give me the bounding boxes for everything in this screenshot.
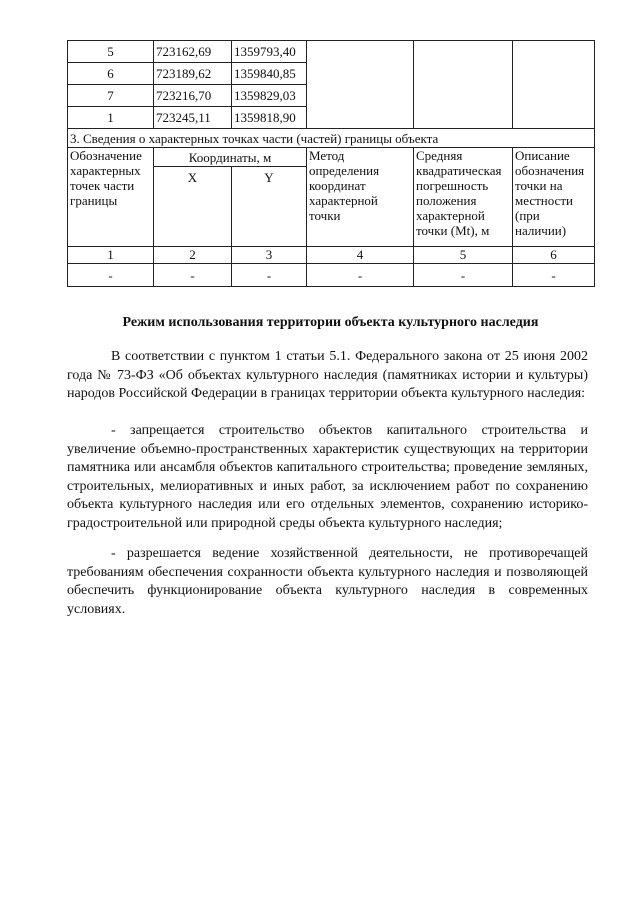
coordinates-table [67,40,595,287]
empty-value: - [68,264,154,287]
header-y: Y [232,167,307,247]
header-description: Описание обозначения точки на местности (при наличии) [513,148,595,247]
coord-x: 723162,69 [154,41,232,63]
table-row [68,129,595,148]
empty-value: - [513,264,595,287]
point-number: 5 [68,41,154,63]
empty-value: - [154,264,232,287]
coord-x: 723216,70 [154,85,232,107]
col-number: 3 [232,247,307,264]
empty-value: - [232,264,307,287]
header-coords: Координаты, м [154,148,307,167]
header-x: X [154,167,232,247]
paragraph-intro [67,348,588,404]
point-number: 6 [68,63,154,85]
coord-y: 1359840,85 [232,63,307,85]
point-number: 7 [68,85,154,107]
header-method: Метод определения координат характерной точки [307,148,414,247]
empty-cell [307,41,414,129]
table-row [68,41,595,63]
empty-value: - [414,264,513,287]
section-title: 3. Сведения о характерных точках части (частей) границы объекта [68,129,595,148]
paragraph-text: В соответствии с пунктом 1 статьи 5.1. Федерального закона от 25 июня 2002 года № 73-ФЗ «Об объектах культурного наследия (памятниках истории и культуры) народов Российской Федерации в границах территории объекта культурного наследия: [67,349,588,401]
col-number: 5 [414,247,513,264]
coord-y: 1359829,03 [232,85,307,107]
coord-x: 723189,62 [154,63,232,85]
empty-cell [414,41,513,129]
column-number-row [68,247,595,264]
paragraph-allowed [67,545,588,619]
paragraph-text: - разрешается ведение хозяйственной деятельности, не противоречащей требованиям обеспечения сохранности объекта культурного наследия и позволяющей обеспечить функционирование объекта культурного наследия в современных условиях. [67,546,588,617]
table-row [68,264,595,287]
col-number: 6 [513,247,595,264]
col-number: 1 [68,247,154,264]
header-error: Средняя квадратическая погрешность положения характерной точки (Mt), м [414,148,513,247]
paragraph-prohibited [67,422,588,533]
col-number: 2 [154,247,232,264]
table-header-row [68,148,595,167]
header-designation: Обозначение характерных точек части границы [68,148,154,247]
regime-title: Режим использования территории объекта культурного наследия [122,315,539,330]
paragraph-text: - запрещается строительство объектов капитального строительства и увеличение объемно-пространственных характеристик существующих на территории памятника или ансамбля объектов капитального строительства; проведение земляных, строительных, мелиоративных и иных работ, за исключением работ по сохранению объекта культурного наследия или его отдельных элементов, сохранению историко-градостроительной или природной среды объекта культурного наследия; [67,423,588,531]
point-number: 1 [68,107,154,129]
coord-y: 1359818,90 [232,107,307,129]
coord-y: 1359793,40 [232,41,307,63]
empty-value: - [307,264,414,287]
empty-cell [513,41,595,129]
coord-x: 723245,11 [154,107,232,129]
col-number: 4 [307,247,414,264]
